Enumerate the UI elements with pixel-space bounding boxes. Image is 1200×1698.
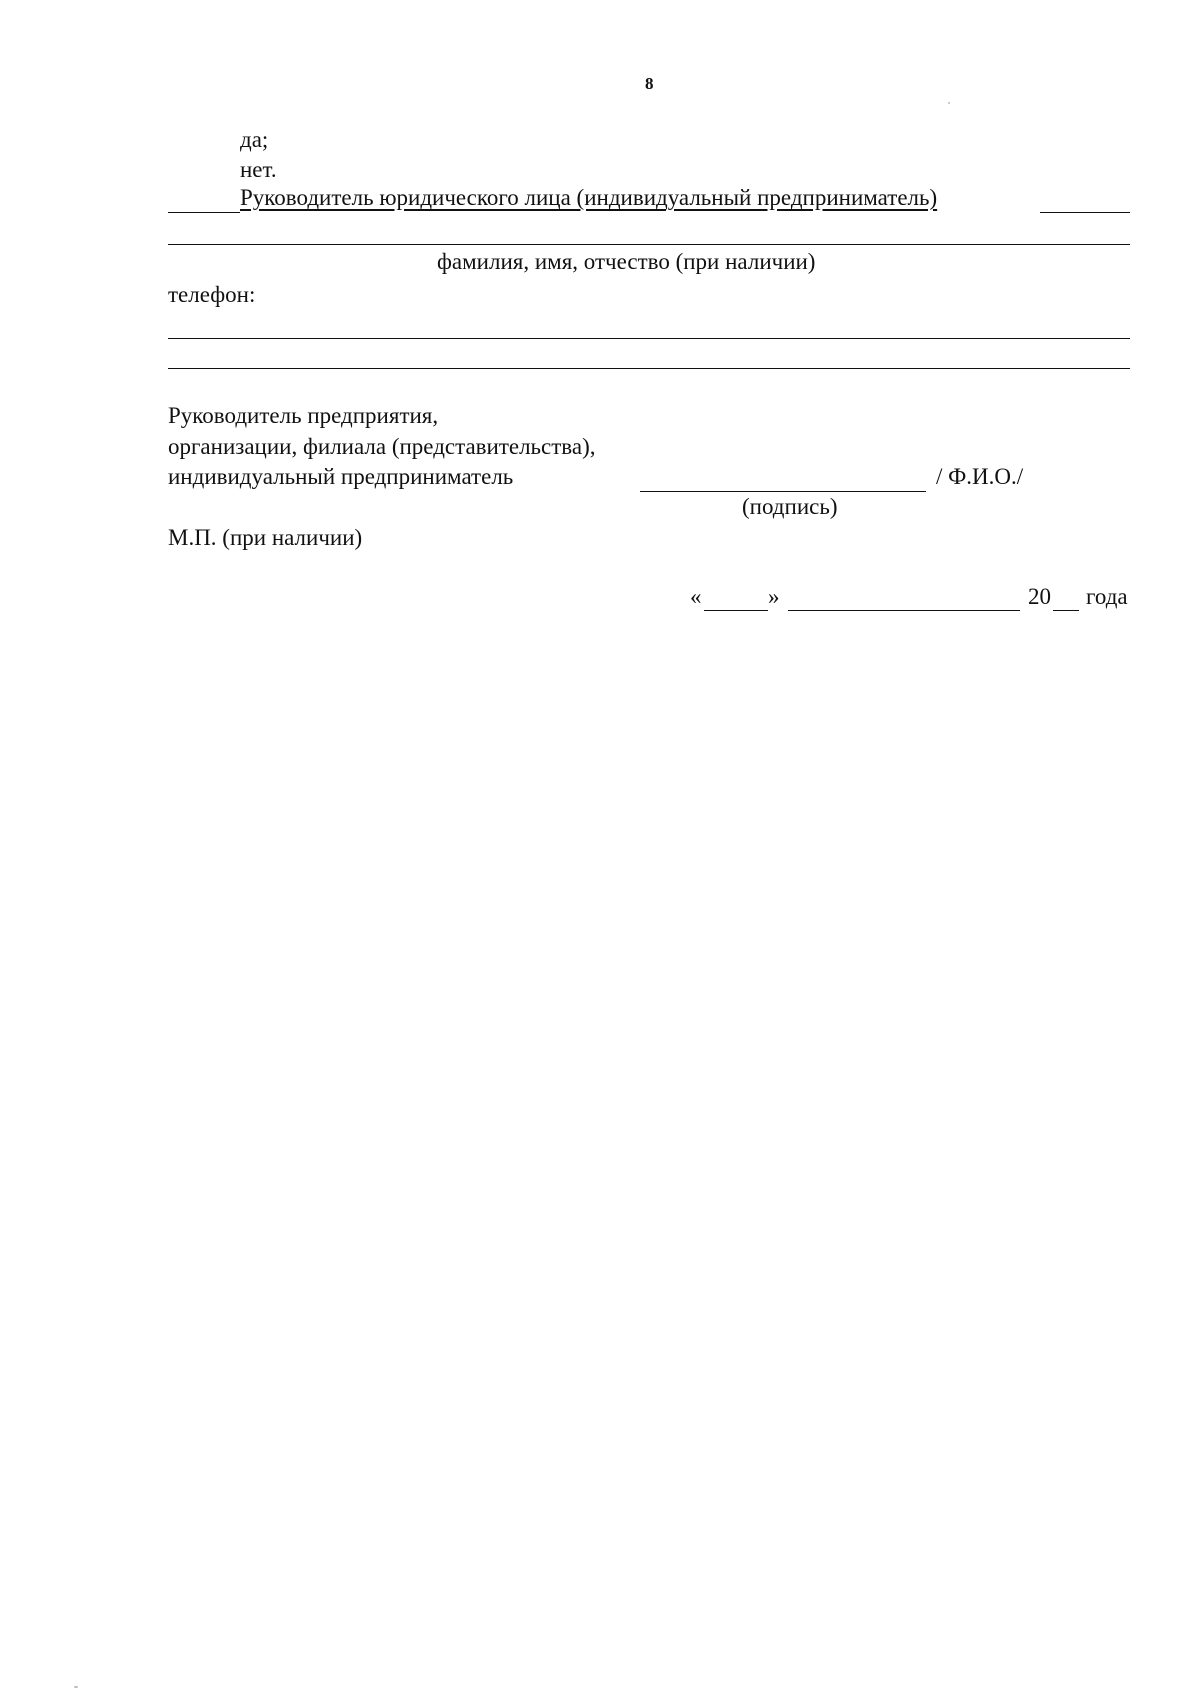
fio-placeholder: / Ф.И.О./: [936, 464, 1024, 489]
head-title-underline-left: [168, 212, 240, 213]
date-month-line: [788, 610, 1020, 611]
option-no: нет.: [240, 157, 277, 182]
stamp-label: М.П. (при наличии): [168, 525, 363, 550]
scan-speck: [948, 102, 950, 104]
fio-line: [168, 244, 1130, 245]
page-number: 8: [645, 74, 654, 93]
signer-title-line-3: индивидуальный предприниматель: [168, 464, 514, 489]
date-year-suffix: года: [1086, 584, 1128, 609]
head-title-underline-right: [1040, 212, 1130, 213]
date-open-quote: «: [690, 584, 702, 609]
phone-line-1: [168, 338, 1130, 339]
phone-label: телефон:: [168, 282, 256, 307]
scan-speck: [74, 1686, 78, 1688]
date-year-line: [1053, 610, 1079, 611]
date-year-prefix: 20: [1028, 584, 1051, 609]
date-close-quote: »: [768, 584, 780, 609]
phone-line-2: [168, 368, 1130, 369]
signature-line: [640, 491, 926, 492]
signer-title-line-1: Руководитель предприятия,: [168, 403, 439, 428]
signer-title-line-2: организации, филиала (представительства),: [168, 434, 596, 459]
signature-caption: (подпись): [742, 494, 838, 519]
fio-caption: фамилия, имя, отчество (при наличии): [437, 249, 816, 274]
head-title: Руководитель юридического лица (индивидуальный предприниматель): [240, 185, 938, 210]
date-day-line: [704, 610, 768, 611]
option-yes: да;: [240, 127, 269, 152]
